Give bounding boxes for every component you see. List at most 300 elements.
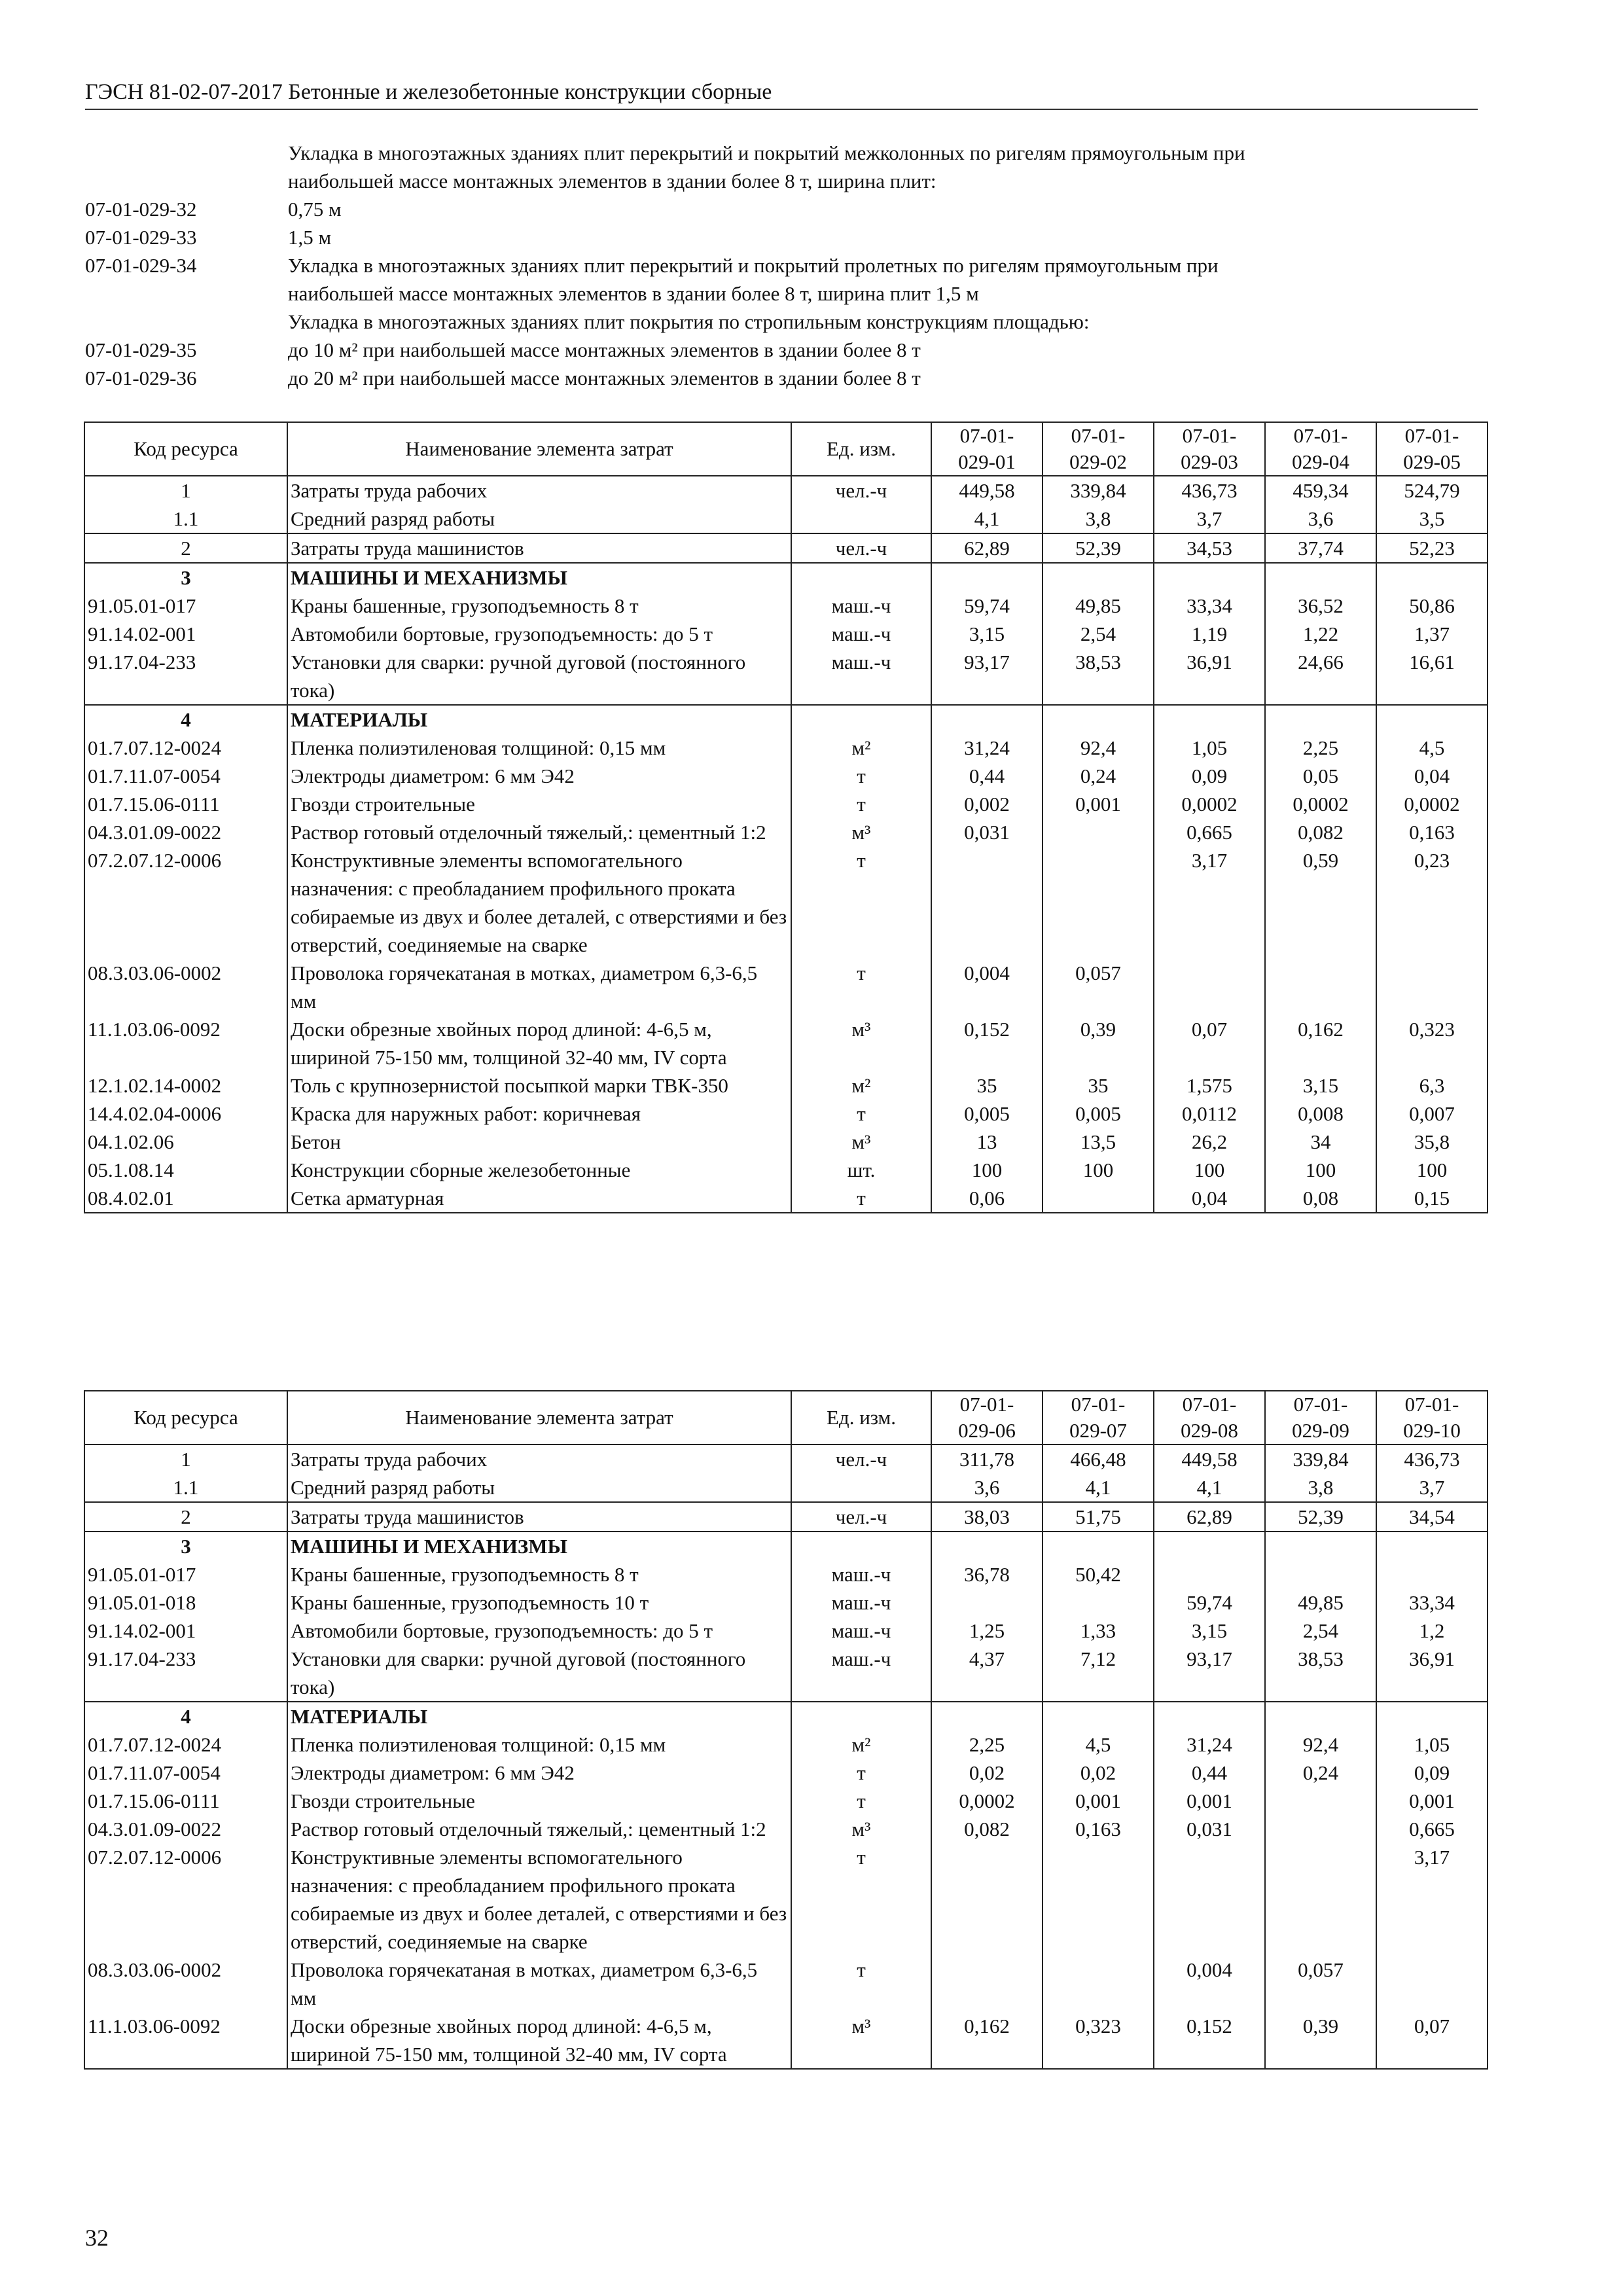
norm-value <box>1376 1702 1488 1731</box>
norm-value <box>1376 1532 1488 1560</box>
table-row <box>84 620 1488 648</box>
norm-description: 0,75 м <box>288 198 342 221</box>
norm-value <box>1043 1956 1154 2012</box>
norm-value: 0,057 <box>1265 1956 1376 2012</box>
norm-value: 0,04 <box>1376 762 1488 790</box>
resource-name: Доски обрезные хвойных пород длиной: 4-6,5 м, шириной 75-150 мм, толщиной 32-40 мм, IV сорта <box>287 2012 791 2069</box>
table-row <box>84 1843 1488 1956</box>
norm-value: 0,082 <box>931 1815 1043 1843</box>
table-row <box>84 2012 1488 2069</box>
norm-value: 24,66 <box>1265 648 1376 705</box>
resource-unit: т <box>791 1956 931 2012</box>
resource-name: Конструкции сборные железобетонные <box>287 1156 791 1184</box>
norm-value: 50,42 <box>1043 1560 1154 1588</box>
table-row <box>84 818 1488 846</box>
resource-unit: маш.-ч <box>791 1560 931 1588</box>
norm-value: 37,74 <box>1265 533 1376 563</box>
resource-code: 91.05.01-017 <box>84 1560 287 1588</box>
norm-value: 4,1 <box>1043 1473 1154 1502</box>
resource-code: 1 <box>84 476 287 505</box>
norm-value: 1,25 <box>931 1617 1043 1645</box>
norm-value: 0,005 <box>1043 1100 1154 1128</box>
norm-value <box>1265 563 1376 592</box>
resource-code: 14.4.02.04-0006 <box>84 1100 287 1128</box>
norm-value: 0,001 <box>1154 1787 1265 1815</box>
norm-value: 34,54 <box>1376 1502 1488 1532</box>
norm-value: 0,665 <box>1154 818 1265 846</box>
header-name: Наименование элемента затрат <box>287 422 791 476</box>
norm-value: 0,001 <box>1043 1787 1154 1815</box>
header-name: Наименование элемента затрат <box>287 1391 791 1444</box>
norm-list-item <box>85 364 1478 392</box>
norm-code: 07-01-029-36 <box>85 367 197 389</box>
norm-value: 26,2 <box>1154 1128 1265 1156</box>
header-norm-code: 07-01- 029-02 <box>1043 422 1154 476</box>
table-row <box>84 1156 1488 1184</box>
norm-value: 466,48 <box>1043 1444 1154 1473</box>
norm-value: 34,53 <box>1154 533 1265 563</box>
resource-name: Затраты труда машинистов <box>287 533 791 563</box>
norm-value: 0,02 <box>931 1759 1043 1787</box>
norm-value: 4,37 <box>931 1645 1043 1702</box>
resource-name: Автомобили бортовые, грузоподъемность: до 5 т <box>287 1617 791 1645</box>
resource-unit: маш.-ч <box>791 620 931 648</box>
norm-value: 59,74 <box>931 592 1043 620</box>
table-row <box>84 505 1488 533</box>
resource-unit: маш.-ч <box>791 1588 931 1617</box>
resource-unit <box>791 505 931 533</box>
norm-value: 0,323 <box>1043 2012 1154 2069</box>
resource-unit <box>791 1532 931 1560</box>
table-row <box>84 1100 1488 1128</box>
norm-value: 100 <box>1154 1156 1265 1184</box>
resource-unit: шт. <box>791 1156 931 1184</box>
norm-value: 36,78 <box>931 1560 1043 1588</box>
resource-code: 91.17.04-233 <box>84 648 287 705</box>
resource-unit: м² <box>791 1731 931 1759</box>
norm-value: 1,05 <box>1376 1731 1488 1759</box>
norm-value <box>1376 1560 1488 1588</box>
table-row <box>84 762 1488 790</box>
table-row <box>84 1532 1488 1560</box>
table-header <box>84 1391 1488 1444</box>
table-row <box>84 563 1488 592</box>
norm-value: 1,22 <box>1265 620 1376 648</box>
resource-name: Установки для сварки: ручной дуговой (постоянного тока) <box>287 648 791 705</box>
resource-name: Затраты труда машинистов <box>287 1502 791 1532</box>
resource-code: 07.2.07.12-0006 <box>84 1843 287 1956</box>
resource-table-1 <box>84 422 1488 1213</box>
resource-unit: м³ <box>791 2012 931 2069</box>
resource-code: 01.7.07.12-0024 <box>84 1731 287 1759</box>
table-row <box>84 1015 1488 1071</box>
table-row <box>84 1759 1488 1787</box>
norm-value: 0,07 <box>1376 2012 1488 2069</box>
header-norm-code: 07-01- 029-10 <box>1376 1391 1488 1444</box>
norm-code <box>85 167 288 195</box>
table-row <box>84 1444 1488 1473</box>
resource-name: Затраты труда рабочих <box>287 1444 791 1473</box>
resource-code: 01.7.11.07-0054 <box>84 1759 287 1787</box>
resource-code: 04.3.01.09-0022 <box>84 818 287 846</box>
table-row <box>84 1956 1488 2012</box>
table-row <box>84 592 1488 620</box>
norm-value: 0,24 <box>1043 762 1154 790</box>
norm-value: 1,05 <box>1154 734 1265 762</box>
norm-value: 3,15 <box>931 620 1043 648</box>
header-norm-code: 07-01- 029-05 <box>1376 422 1488 476</box>
norm-value: 0,004 <box>1154 1956 1265 2012</box>
table-row <box>84 1815 1488 1843</box>
norm-value <box>931 1843 1043 1956</box>
norm-value: 0,057 <box>1043 959 1154 1015</box>
resource-code: 91.05.01-018 <box>84 1588 287 1617</box>
norm-value: 459,34 <box>1265 476 1376 505</box>
norm-description: Укладка в многоэтажных зданиях плит перекрытий и покрытий пролетных по ригелям прямоугольным при <box>288 254 1219 277</box>
resource-code: 4 <box>84 1702 287 1731</box>
norm-value: 0,008 <box>1265 1100 1376 1128</box>
resource-unit: чел.-ч <box>791 533 931 563</box>
norm-value <box>1154 959 1265 1015</box>
norm-value: 0,15 <box>1376 1184 1488 1213</box>
resource-unit: т <box>791 846 931 959</box>
norm-value: 1,33 <box>1043 1617 1154 1645</box>
resource-code: 4 <box>84 705 287 734</box>
norm-value <box>931 1956 1043 2012</box>
norm-value: 0,163 <box>1376 818 1488 846</box>
resource-name: Конструктивные элементы вспомогательного назначения: с преобладанием профильного проката собираемые из двух и более деталей, с отверстиями и без отверстий, соединяемые на сварке <box>287 846 791 959</box>
norm-list-item <box>85 308 1478 336</box>
norm-value: 0,06 <box>931 1184 1043 1213</box>
resource-unit: чел.-ч <box>791 476 931 505</box>
norm-value: 0,004 <box>931 959 1043 1015</box>
resource-unit: м² <box>791 734 931 762</box>
resource-name: Краны башенные, грузоподъемность 10 т <box>287 1588 791 1617</box>
table-body <box>84 476 1488 1213</box>
norm-description: наибольшей массе монтажных элементов в здании более 8 т, ширина плит 1,5 м <box>288 282 979 305</box>
norm-value: 93,17 <box>931 648 1043 705</box>
norm-value: 100 <box>1376 1156 1488 1184</box>
table-row <box>84 1645 1488 1702</box>
table-row <box>84 1502 1488 1532</box>
resource-name: Бетон <box>287 1128 791 1156</box>
norm-value: 3,7 <box>1376 1473 1488 1502</box>
resource-code: 08.3.03.06-0002 <box>84 1956 287 2012</box>
norm-list-item <box>85 279 1478 308</box>
norm-value: 92,4 <box>1043 734 1154 762</box>
table-row <box>84 476 1488 505</box>
table-row <box>84 648 1488 705</box>
norm-value: 449,58 <box>931 476 1043 505</box>
resource-name: Проволока горячекатаная в мотках, диаметром 6,3-6,5 мм <box>287 959 791 1015</box>
table-row <box>84 1617 1488 1645</box>
norm-code <box>85 308 288 336</box>
norm-code: 07-01-029-35 <box>85 338 197 361</box>
norm-code <box>85 279 288 308</box>
table-header <box>84 422 1488 476</box>
resource-name: Пленка полиэтиленовая толщиной: 0,15 мм <box>287 1731 791 1759</box>
norm-list-item <box>85 167 1478 195</box>
norm-value: 50,86 <box>1376 592 1488 620</box>
norm-value <box>1154 563 1265 592</box>
table-row <box>84 1473 1488 1502</box>
resource-name: Гвозди строительные <box>287 1787 791 1815</box>
norm-value: 0,031 <box>1154 1815 1265 1843</box>
resource-name: МАШИНЫ И МЕХАНИЗМЫ <box>287 563 791 592</box>
header-code: Код ресурса <box>84 1391 287 1444</box>
norm-value: 0,162 <box>931 2012 1043 2069</box>
norm-value: 0,323 <box>1376 1015 1488 1071</box>
norm-value <box>1043 846 1154 959</box>
norm-value: 0,39 <box>1043 1015 1154 1071</box>
norm-value: 36,91 <box>1376 1645 1488 1702</box>
resource-unit: т <box>791 1100 931 1128</box>
table-row <box>84 1560 1488 1588</box>
table-body <box>84 1444 1488 2069</box>
norm-value: 0,23 <box>1376 846 1488 959</box>
table-row <box>84 1128 1488 1156</box>
resource-code: 08.4.02.01 <box>84 1184 287 1213</box>
norm-value <box>1043 1532 1154 1560</box>
norm-value: 62,89 <box>1154 1502 1265 1532</box>
table-row <box>84 790 1488 818</box>
norm-value: 0,0002 <box>1376 790 1488 818</box>
resource-name: Установки для сварки: ручной дуговой (постоянного тока) <box>287 1645 791 1702</box>
norm-value: 0,665 <box>1376 1815 1488 1843</box>
resource-unit: т <box>791 1184 931 1213</box>
norm-value: 2,54 <box>1265 1617 1376 1645</box>
norm-value: 0,0002 <box>931 1787 1043 1815</box>
resource-code: 91.14.02-001 <box>84 620 287 648</box>
resource-name: Сетка арматурная <box>287 1184 791 1213</box>
norm-value: 0,001 <box>1376 1787 1488 1815</box>
header-norm-code: 07-01- 029-07 <box>1043 1391 1154 1444</box>
norm-value: 0,163 <box>1043 1815 1154 1843</box>
resource-name: Гвозди строительные <box>287 790 791 818</box>
norm-value <box>1043 818 1154 846</box>
norm-value: 2,25 <box>931 1731 1043 1759</box>
norm-value: 0,152 <box>1154 2012 1265 2069</box>
resource-unit: т <box>791 1759 931 1787</box>
norm-value <box>1154 1532 1265 1560</box>
resource-code: 3 <box>84 563 287 592</box>
resource-code: 91.17.04-233 <box>84 1645 287 1702</box>
norm-value: 3,17 <box>1376 1843 1488 1956</box>
norm-value <box>1265 1702 1376 1731</box>
norm-value: 0,0002 <box>1154 790 1265 818</box>
resource-name: Раствор готовый отделочный тяжелый,: цементный 1:2 <box>287 1815 791 1843</box>
norm-value: 31,24 <box>1154 1731 1265 1759</box>
norm-value: 62,89 <box>931 533 1043 563</box>
norm-value <box>1043 705 1154 734</box>
resource-name: Автомобили бортовые, грузоподъемность: до 5 т <box>287 620 791 648</box>
norm-value: 4,1 <box>931 505 1043 533</box>
resource-unit: чел.-ч <box>791 1502 931 1532</box>
norm-list <box>85 139 1478 392</box>
table-row <box>84 1787 1488 1815</box>
norm-value: 2,54 <box>1043 620 1154 648</box>
header-code: Код ресурса <box>84 422 287 476</box>
norm-value <box>1043 1184 1154 1213</box>
resource-code: 01.7.15.06-0111 <box>84 790 287 818</box>
norm-value: 59,74 <box>1154 1588 1265 1617</box>
norm-value: 38,53 <box>1043 648 1154 705</box>
resource-unit <box>791 705 931 734</box>
norm-value <box>1154 705 1265 734</box>
resource-unit: м³ <box>791 1015 931 1071</box>
norm-value: 34 <box>1265 1128 1376 1156</box>
norm-value <box>1265 1532 1376 1560</box>
norm-value: 33,34 <box>1376 1588 1488 1617</box>
norm-list-item <box>85 195 1478 223</box>
norm-description: до 10 м² при наибольшей массе монтажных элементов в здании более 8 т <box>288 338 921 361</box>
norm-value: 3,7 <box>1154 505 1265 533</box>
norm-value: 3,5 <box>1376 505 1488 533</box>
norm-value: 4,5 <box>1043 1731 1154 1759</box>
resource-name: Раствор готовый отделочный тяжелый,: цементный 1:2 <box>287 818 791 846</box>
norm-value: 38,53 <box>1265 1645 1376 1702</box>
resource-code: 1 <box>84 1444 287 1473</box>
norm-value: 0,44 <box>931 762 1043 790</box>
table-row <box>84 1071 1488 1100</box>
norm-value: 3,8 <box>1265 1473 1376 1502</box>
norm-value: 0,59 <box>1265 846 1376 959</box>
table-row <box>84 1731 1488 1759</box>
norm-value: 3,6 <box>1265 505 1376 533</box>
table-row <box>84 734 1488 762</box>
resource-name: Толь с крупнозернистой посыпкой марки ТВК-350 <box>287 1071 791 1100</box>
norm-value <box>1043 563 1154 592</box>
resource-name: Средний разряд работы <box>287 1473 791 1502</box>
norm-value: 2,25 <box>1265 734 1376 762</box>
resource-unit: т <box>791 1843 931 1956</box>
norm-value: 13,5 <box>1043 1128 1154 1156</box>
norm-value <box>931 705 1043 734</box>
norm-value: 436,73 <box>1376 1444 1488 1473</box>
table-row <box>84 533 1488 563</box>
norm-value: 36,52 <box>1265 592 1376 620</box>
resource-code: 05.1.08.14 <box>84 1156 287 1184</box>
table-row <box>84 1702 1488 1731</box>
table-row <box>84 1184 1488 1213</box>
norm-value: 0,001 <box>1043 790 1154 818</box>
norm-value: 13 <box>931 1128 1043 1156</box>
norm-description: Укладка в многоэтажных зданиях плит перекрытий и покрытий межколонных по ригелям прямоугольным при <box>288 141 1245 164</box>
norm-value: 1,37 <box>1376 620 1488 648</box>
resource-unit: м³ <box>791 1815 931 1843</box>
norm-value: 49,85 <box>1043 592 1154 620</box>
norm-value: 0,002 <box>931 790 1043 818</box>
norm-value: 0,09 <box>1376 1759 1488 1787</box>
norm-code: 07-01-029-32 <box>85 198 197 221</box>
table-row <box>84 959 1488 1015</box>
norm-value: 52,23 <box>1376 533 1488 563</box>
resource-code: 2 <box>84 1502 287 1532</box>
norm-value: 0,005 <box>931 1100 1043 1128</box>
norm-value: 0,39 <box>1265 2012 1376 2069</box>
norm-value: 0,0002 <box>1265 790 1376 818</box>
resource-unit <box>791 563 931 592</box>
norm-value: 100 <box>1265 1156 1376 1184</box>
resource-unit <box>791 1702 931 1731</box>
norm-value <box>1376 1956 1488 2012</box>
header-norm-code: 07-01- 029-04 <box>1265 422 1376 476</box>
resource-unit: маш.-ч <box>791 648 931 705</box>
norm-value: 38,03 <box>931 1502 1043 1532</box>
header-norm-code: 07-01- 029-03 <box>1154 422 1265 476</box>
norm-value: 436,73 <box>1154 476 1265 505</box>
resource-code: 12.1.02.14-0002 <box>84 1071 287 1100</box>
resource-code: 1.1 <box>84 505 287 533</box>
norm-value <box>1265 1787 1376 1815</box>
resource-unit: маш.-ч <box>791 1645 931 1702</box>
norm-value: 52,39 <box>1043 533 1154 563</box>
page-header: ГЭСН 81-02-07-2017 Бетонные и железобетонные конструкции сборные <box>85 80 1478 110</box>
norm-value: 524,79 <box>1376 476 1488 505</box>
norm-value <box>931 1588 1043 1617</box>
norm-value: 0,02 <box>1043 1759 1154 1787</box>
norm-list-item <box>85 336 1478 364</box>
norm-description: до 20 м² при наибольшей массе монтажных элементов в здании более 8 т <box>288 367 921 389</box>
resource-name: Краска для наружных работ: коричневая <box>287 1100 791 1128</box>
resource-code: 04.1.02.06 <box>84 1128 287 1156</box>
norm-value: 35 <box>1043 1071 1154 1100</box>
norm-value <box>1043 1588 1154 1617</box>
resource-code: 91.14.02-001 <box>84 1617 287 1645</box>
norm-value: 4,1 <box>1154 1473 1265 1502</box>
norm-value: 49,85 <box>1265 1588 1376 1617</box>
table-row <box>84 846 1488 959</box>
norm-value <box>1265 1815 1376 1843</box>
resource-unit: т <box>791 762 931 790</box>
header-norm-code: 07-01- 029-01 <box>931 422 1043 476</box>
norm-value: 1,575 <box>1154 1071 1265 1100</box>
resource-unit <box>791 1473 931 1502</box>
header-norm-code: 07-01- 029-09 <box>1265 1391 1376 1444</box>
norm-value: 0,0112 <box>1154 1100 1265 1128</box>
norm-value: 0,082 <box>1265 818 1376 846</box>
norm-value: 0,05 <box>1265 762 1376 790</box>
table-row <box>84 705 1488 734</box>
resource-code: 04.3.01.09-0022 <box>84 1815 287 1843</box>
norm-value <box>1043 1843 1154 1956</box>
resource-code: 01.7.11.07-0054 <box>84 762 287 790</box>
resource-unit: т <box>791 790 931 818</box>
resource-code: 01.7.15.06-0111 <box>84 1787 287 1815</box>
resource-unit: т <box>791 959 931 1015</box>
norm-value: 1,19 <box>1154 620 1265 648</box>
resource-code: 2 <box>84 533 287 563</box>
norm-value: 33,34 <box>1154 592 1265 620</box>
norm-value: 339,84 <box>1043 476 1154 505</box>
resource-name: Доски обрезные хвойных пород длиной: 4-6,5 м, шириной 75-150 мм, толщиной 32-40 мм, IV сорта <box>287 1015 791 1071</box>
norm-value: 3,15 <box>1154 1617 1265 1645</box>
norm-value <box>1376 705 1488 734</box>
norm-value: 0,44 <box>1154 1759 1265 1787</box>
resource-code: 3 <box>84 1532 287 1560</box>
norm-value <box>1265 1843 1376 1956</box>
resource-name: Краны башенные, грузоподъемность 8 т <box>287 592 791 620</box>
resource-name: Краны башенные, грузоподъемность 8 т <box>287 1560 791 1588</box>
norm-value <box>931 563 1043 592</box>
norm-value: 6,3 <box>1376 1071 1488 1100</box>
norm-value: 35 <box>931 1071 1043 1100</box>
resource-code: 91.05.01-017 <box>84 592 287 620</box>
norm-value: 93,17 <box>1154 1645 1265 1702</box>
resource-name: Конструктивные элементы вспомогательного назначения: с преобладанием профильного проката собираемые из двух и более деталей, с отверстиями и без отверстий, соединяемые на сварке <box>287 1843 791 1956</box>
resource-unit: м² <box>791 1071 931 1100</box>
resource-table-2 <box>84 1390 1488 2070</box>
